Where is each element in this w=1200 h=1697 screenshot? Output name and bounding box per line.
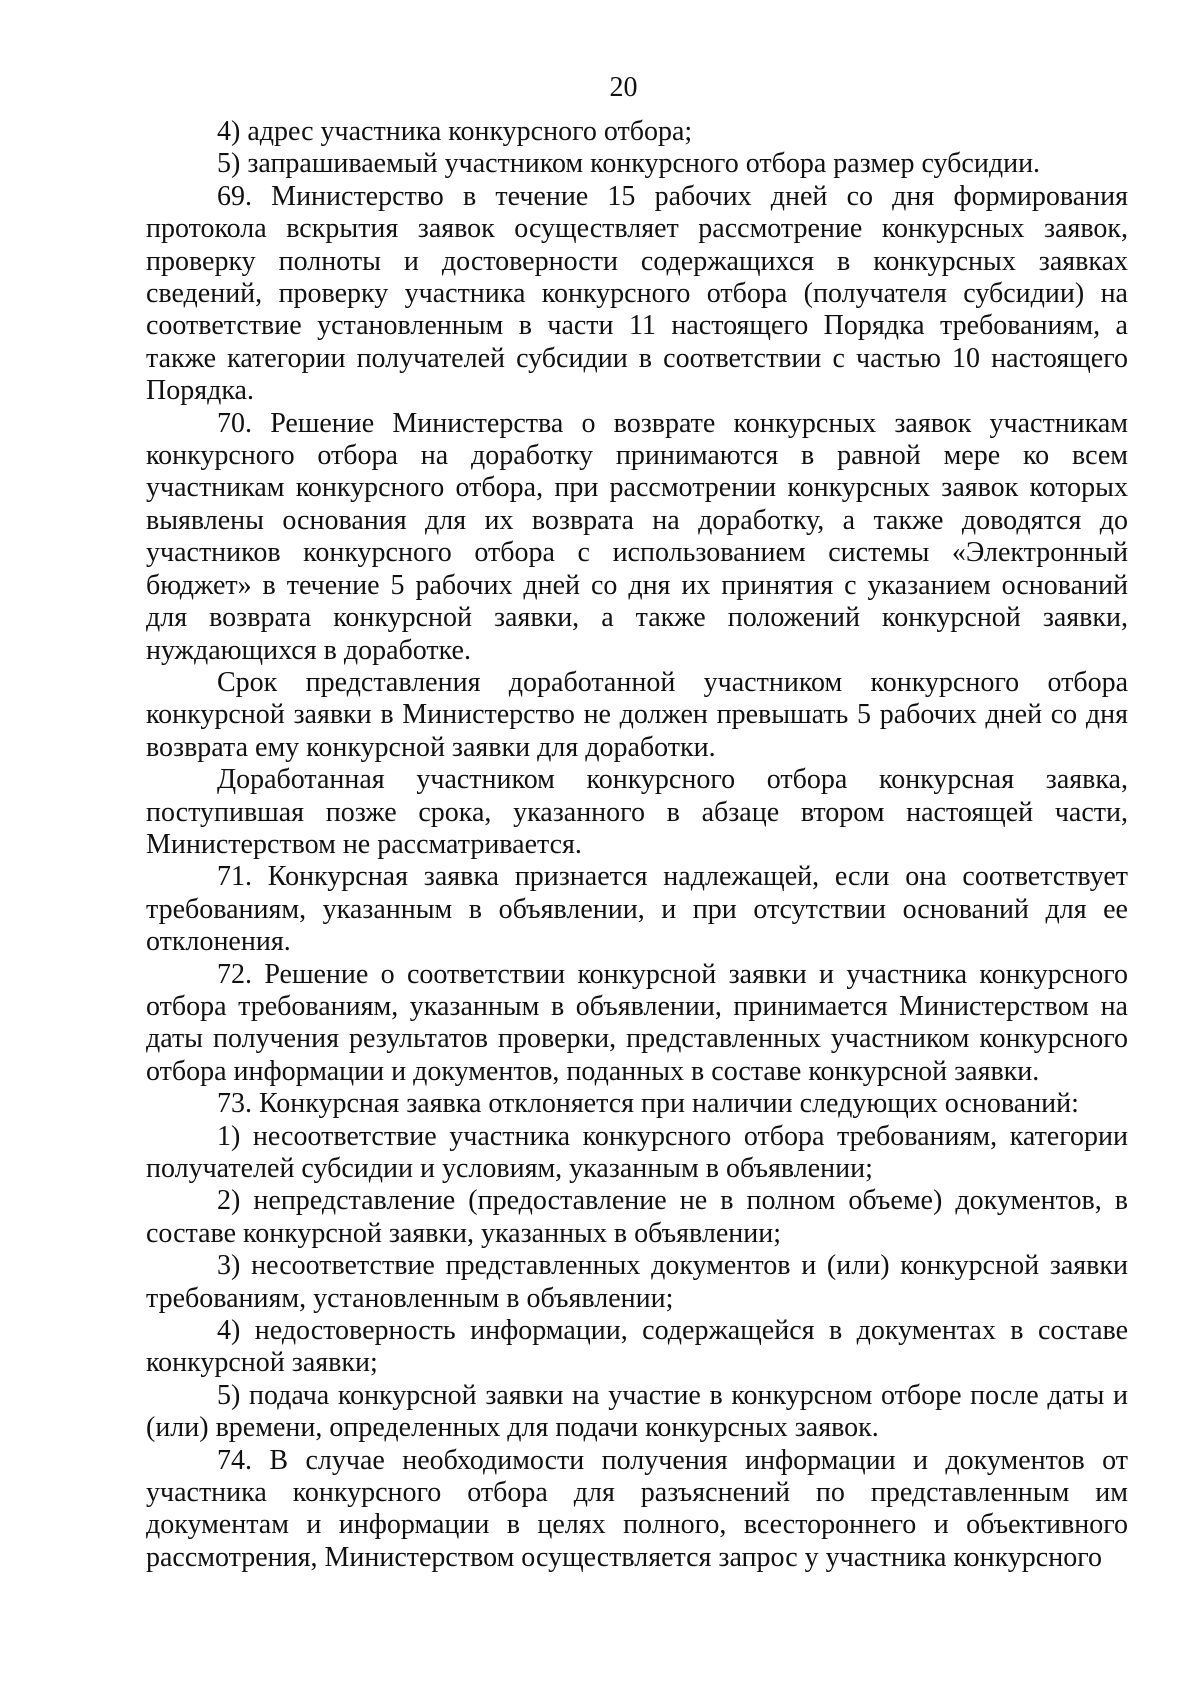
document-body <box>146 116 1128 1574</box>
paragraph-item-5-subsidy-size: 5) запрашиваемый участником конкурсного отбора размер субсидии. <box>217 148 1041 180</box>
paragraph-74: 74. В случае необходимости получения информации и документов от участника конкурсного отбора для разъяснений по представленным им документам и информации в целях полного, всестороннего и объективного рассмотрения, Министерством осуществляется запрос у участника конкурсного <box>146 1444 1128 1573</box>
paragraph-69: 69. Министерство в течение 15 рабочих дней со дня формирования протокола вскрытия заявок осуществляет рассмотрение конкурсных заявок, проверку полноты и достоверности содержащихся в конкурсных заявках сведений, проверку участника конкурсного отбора (получателя субсидии) на соответствие установленным в части 11 настоящего Порядка требованиям, а также категории получателей субсидии в соответствии с частью 10 настоящего Порядка. <box>146 180 1128 407</box>
paragraph-item-4-address: 4) адрес участника конкурсного отбора; <box>217 116 693 147</box>
paragraph-70-deadline: Срок представления доработанной участником конкурсного отбора конкурсной заявки в Министерство не должен превышать 5 рабочих дней со дня возврата ему конкурсной заявки для доработки. <box>146 666 1128 763</box>
paragraph-70-late-submission: Доработанная участником конкурсного отбора конкурсная заявка, поступившая позже срока, указанного в абзаце втором настоящей части, Министерством не рассматривается. <box>146 764 1128 860</box>
paragraph-70: 70. Решение Министерства о возврате конкурсных заявок участникам конкурсного отбора на доработку принимаются в равной мере ко всем участникам конкурсного отбора, при рассмотрении конкурсных заявок которых выявлены основания для их возврата на доработку, а также доводятся до участников конкурсного отбора с использованием системы «Электронный бюджет» в течение 5 рабочих дней со дня их принятия с указанием оснований для возврата конкурсной заявки, а также положений конкурсной заявки, нуждающихся в доработке. <box>146 407 1128 666</box>
paragraph-72: 72. Решение о соответствии конкурсной заявки и участника конкурсного отбора требованиям, указанным в объявлении, принимается Министерством на даты получения результатов проверки, представленных участником конкурсного отбора информации и документов, поданных в составе конкурсной заявки. <box>146 958 1128 1087</box>
paragraph-73-item-5: 5) подача конкурсной заявки на участие в конкурсном отборе после даты и (или) времени, определенных для подачи конкурсных заявок. <box>146 1379 1128 1444</box>
paragraph-71: 71. Конкурсная заявка признается надлежащей, если она соответствует требованиям, указанным в объявлении, и при отсутствии оснований для ее отклонения. <box>146 861 1128 958</box>
page-number: 20 <box>609 72 638 103</box>
paragraph-73-item-2: 2) непредставление (предоставление не в полном объеме) документов, в составе конкурсной заявки, указанных в объявлении; <box>146 1185 1128 1249</box>
paragraph-73-item-4: 4) недостоверность информации, содержащейся в документах в составе конкурсной заявки; <box>146 1315 1128 1379</box>
paragraph-73-item-3: 3) несоответствие представленных документов и (или) конкурсной заявки требованиям, установленным в объявлении; <box>146 1250 1128 1314</box>
paragraph-73: 73. Конкурсная заявка отклоняется при наличии следующих оснований: <box>217 1088 1079 1120</box>
paragraph-73-item-1: 1) несоответствие участника конкурсного отбора требованиям, категории получателей субсидии и условиям, указанным в объявлении; <box>146 1120 1128 1184</box>
